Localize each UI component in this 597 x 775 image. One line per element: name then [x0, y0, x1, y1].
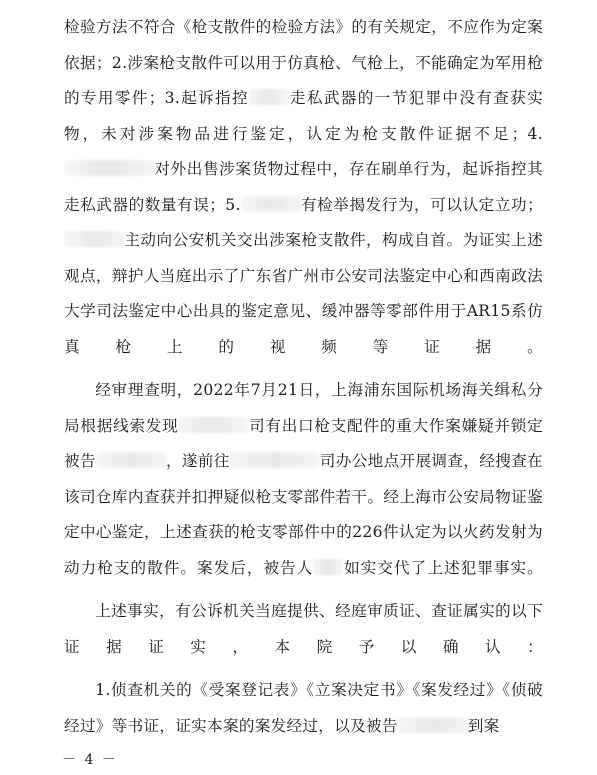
text-segment: 到案: [467, 716, 500, 735]
text-segment: 对外出售涉案货物过程中，存在刷单行为，起诉指控其走私武器的数量有误；5.: [64, 160, 543, 214]
text-segment: 司办公地点开展调查，经搜查在该司仓库内查获并扣押疑似枪支零部件若干。经上海市公安局物证鉴定中心鉴定，上述查获的枪支零部件中的226件认定为以火药发射为动力枪支的散件。案发后，被告人: [64, 452, 544, 577]
paragraph-evidence-intro: 上述事实，有公诉机关当庭提供、经庭审质证、查证属实的以下证据证实，本院予以确认：: [64, 602, 543, 656]
page-number: － 4 －: [62, 752, 118, 768]
redacted-name: [64, 231, 124, 247]
text-segment: 如实交代了上述犯罪事实。: [343, 558, 543, 577]
paragraph-evidence-1: [64, 673, 543, 744]
text-segment: 经审理查明，2022年7月21日，上海浦东国际机场海关缉私分局根据线索发现: [64, 381, 543, 435]
redacted-name: [64, 160, 154, 176]
paragraph-facts: [64, 373, 543, 586]
redacted-name: [96, 452, 166, 468]
redacted-company: [230, 452, 320, 468]
redacted-company: [179, 417, 249, 433]
redacted-name: [313, 559, 343, 575]
text-segment: 1.侦查机关的《受案登记表》《立案决定书》《案发经过》《侦破经过》等书证，证实本案的案发经过，以及被告: [64, 681, 543, 735]
text-segment: 检验方法不符合《枪支散件的检验方法》的有关规定，不应作为定案依据；2.涉案枪支散件可以用于仿真枪、气枪上，不能确定为军用枪的专用零件；3.起诉指控: [64, 18, 543, 107]
redacted-name: [241, 196, 301, 212]
text-segment: 司有出口枪支配件的重大作案嫌疑并锁定被告: [64, 416, 543, 470]
text-segment: ，遂前往: [165, 452, 230, 470]
redacted-name: [398, 717, 468, 733]
text-segment: 主动向公安机关交出涉案枪支散件，构成自首。为证实上述观点，辩护人当庭出示了广东省广州市公安司法鉴定中心和西南政法大学司法鉴定中心出具的鉴定意见、缓冲器等零部件用于AR15系仿真枪上的视频等证据。: [64, 231, 543, 356]
redacted-name: [249, 89, 289, 105]
paragraph-defense-opinion: [64, 10, 543, 365]
text-segment: 走私武器的一节犯罪中没有查获实物，未对涉案物品进行鉴定，认定为枪支散件证据不足；4.: [64, 89, 543, 143]
text-segment: 有检举揭发行为，可以认定立功；: [300, 195, 543, 214]
